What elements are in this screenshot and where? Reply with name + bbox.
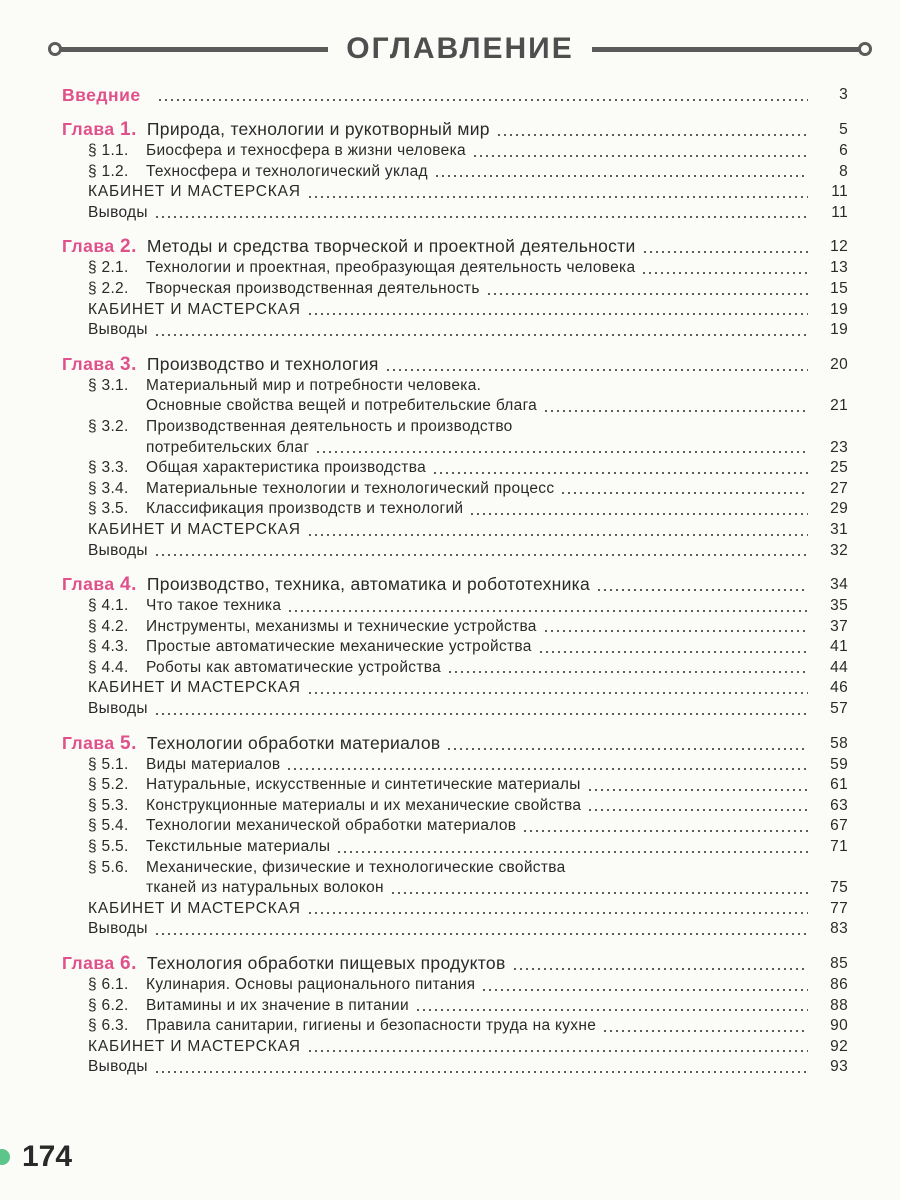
toc-entry-section[interactable] [62, 617, 848, 638]
dot-leader [307, 1049, 808, 1053]
dot-leader [336, 850, 808, 854]
dot-leader [154, 712, 808, 716]
chapter-word: Глава [62, 236, 115, 257]
entry-title [62, 417, 513, 438]
page-ref: 35 [830, 597, 848, 615]
section-title: Общая характеристика производства [146, 459, 426, 477]
entry-title [62, 162, 428, 183]
rule-end-circle-icon [48, 42, 62, 56]
page-ref: 29 [830, 500, 848, 518]
dot-leader [307, 911, 808, 915]
page-ref: 63 [830, 796, 848, 814]
dot-leader [385, 368, 808, 372]
section-number: § 6.2. [88, 996, 129, 1014]
dot-leader [496, 133, 808, 137]
dot-leader [154, 553, 808, 557]
dot-leader [154, 333, 808, 337]
toc-entry-section[interactable] [62, 458, 848, 479]
page-ref: 85 [830, 955, 848, 972]
page-ref: 13 [830, 259, 848, 277]
cabinet-label: КАБИНЕТ И МАСТЕРСКАЯ [88, 300, 301, 318]
entry-title [62, 499, 463, 520]
chapter-label [62, 236, 137, 256]
chapter-number: 6. [120, 953, 137, 974]
section-number: § 2.1. [88, 259, 129, 277]
section-number: § 2.2. [88, 279, 129, 297]
dot-leader [602, 1029, 808, 1033]
dot-leader [315, 450, 808, 454]
toc-entry-section[interactable] [62, 858, 848, 879]
chapter-label [62, 354, 137, 374]
dot-leader [154, 1070, 808, 1074]
page-ref: 19 [830, 300, 848, 318]
page-ref: 57 [830, 700, 848, 718]
section-title: Инструменты, механизмы и технические устройства [146, 617, 537, 635]
page-title: ОГЛАВЛЕНИЕ [346, 32, 574, 65]
toc-entry-cabinet[interactable] [62, 678, 848, 699]
section-title: Простые автоматические механические устройства [146, 638, 532, 656]
section-number: § 5.5. [88, 838, 129, 856]
section-number: § 5.6. [88, 858, 129, 876]
page-ref: 93 [830, 1058, 848, 1076]
conclusions-label: Выводы [88, 541, 148, 559]
toc-entry-section[interactable] [62, 996, 848, 1017]
title-band [52, 30, 868, 68]
dot-leader [642, 250, 808, 254]
spacer [62, 106, 848, 118]
page-ref: 37 [830, 617, 848, 635]
dot-leader [154, 932, 808, 936]
rule-end-circle-icon [858, 42, 872, 56]
dot-leader [157, 98, 808, 102]
spacer [62, 341, 848, 353]
conclusions-label: Выводы [88, 1058, 148, 1076]
chapter-word: Глава [62, 732, 115, 753]
chapter-number: 3. [120, 353, 137, 375]
toc-entry-chapter[interactable] [62, 573, 848, 596]
section-number: § 1.1. [88, 142, 129, 159]
page-ref: 86 [830, 976, 848, 993]
section-number: § 5.3. [88, 796, 129, 814]
section-title: Правила санитарии, гигиены и безопасности труда на кухне [146, 1017, 597, 1035]
section-title: Что такое техника [146, 597, 282, 615]
dot-leader [543, 409, 808, 413]
section-title-continued[interactable] [62, 396, 848, 417]
entry-title [62, 617, 537, 638]
entry-title [62, 1016, 596, 1037]
entry-title [62, 732, 440, 755]
page-ref: 32 [830, 541, 848, 559]
section-number: § 4.3. [88, 638, 129, 656]
toc-entry-section[interactable] [62, 1016, 848, 1037]
title-rule-left [52, 47, 328, 52]
chapter-title: Технологии обработки материалов [146, 732, 441, 753]
cabinet-label: КАБИНЕТ И МАСТЕРСКАЯ [88, 1037, 301, 1055]
section-title: Творческая производственная деятельность [146, 279, 480, 297]
toc-entry-section[interactable] [62, 596, 848, 617]
dot-leader [512, 967, 808, 971]
entry-title [62, 84, 151, 106]
section-number: § 1.2. [88, 162, 129, 180]
toc-entry-conclusions[interactable] [62, 1057, 848, 1078]
dot-leader [154, 215, 808, 219]
conclusions-label: Выводы [88, 203, 148, 221]
page-ref: 3 [839, 86, 848, 103]
dot-leader [481, 988, 808, 992]
toc-entry-section[interactable] [62, 658, 848, 679]
toc-entry-conclusions[interactable] [62, 541, 848, 562]
page-ref: 23 [830, 438, 848, 456]
section-title: Биосфера и техносфера в жизни человека [146, 142, 466, 159]
spacer [62, 561, 848, 573]
toc-entry-conclusions[interactable] [62, 919, 848, 940]
dot-leader [641, 271, 808, 275]
chapter-title: Природа, технологии и рукотворный мир [146, 119, 490, 139]
toc-entry-cabinet[interactable] [62, 899, 848, 920]
entry-title [62, 118, 490, 141]
page-ref: 58 [830, 734, 848, 752]
entry-title [62, 952, 506, 975]
dot-leader [472, 154, 808, 158]
section-title: Конструкционные материалы и их механические свойства [146, 796, 582, 814]
page-marker-icon [0, 1149, 10, 1165]
page-ref: 61 [830, 776, 848, 794]
section-title: Натуральные, искусственные и синтетические материалы [146, 776, 581, 794]
toc-entry-conclusions[interactable] [62, 320, 848, 341]
dot-leader [434, 174, 808, 178]
entry-title [62, 596, 281, 617]
section-title: Роботы как автоматические устройства [146, 658, 442, 676]
cabinet-label: КАБИНЕТ И МАСТЕРСКАЯ [88, 183, 301, 201]
section-number: § 3.3. [88, 459, 129, 477]
section-number: § 4.1. [88, 597, 129, 615]
section-number: § 3.4. [88, 479, 129, 497]
page-ref: 88 [830, 996, 848, 1014]
entry-title [62, 837, 330, 858]
section-number: § 6.1. [88, 976, 129, 993]
dot-leader [538, 650, 808, 654]
entry-title [62, 141, 466, 162]
section-title: потребительских благ [146, 438, 310, 456]
toc-entry-cabinet[interactable] [62, 1037, 848, 1058]
chapter-label [62, 574, 137, 594]
entry-title [62, 458, 426, 479]
chapter-title: Методы и средства творческой и проектной деятельности [146, 236, 636, 257]
entry-title [62, 658, 441, 679]
entry-title [62, 858, 566, 879]
chapter-word: Глава [62, 574, 115, 595]
dot-leader [287, 609, 808, 613]
toc-entry-section[interactable] [62, 775, 848, 796]
toc-entry-section[interactable] [62, 279, 848, 300]
chapter-title: Производство, техника, автоматика и робототехника [146, 574, 591, 595]
conclusions-label: Выводы [88, 321, 148, 339]
section-title: Технологии и проектная, преобразующая деятельность человека [146, 259, 636, 277]
toc-entry-section[interactable] [62, 837, 848, 858]
toc-entry-cabinet[interactable] [62, 300, 848, 321]
title-rule-right [592, 47, 868, 52]
section-title: Виды материалов [146, 755, 281, 773]
toc-entry-section[interactable] [62, 975, 848, 996]
page-ref: 20 [830, 355, 848, 373]
dot-leader [596, 588, 808, 592]
toc-entry-chapter[interactable] [62, 353, 848, 376]
entry-title [62, 796, 581, 817]
section-number: § 5.4. [88, 817, 129, 835]
page-ref: 77 [830, 899, 848, 917]
toc-entry-section[interactable] [62, 637, 848, 658]
section-number: § 5.2. [88, 776, 129, 794]
entry-title [62, 353, 379, 376]
table-of-contents [62, 84, 848, 1078]
page-ref: 59 [830, 755, 848, 773]
toc-entry-intro[interactable] [62, 84, 848, 106]
toc-entry-section[interactable] [62, 258, 848, 279]
entry-title [62, 975, 475, 996]
spacer [62, 720, 848, 732]
cabinet-label: КАБИНЕТ И МАСТЕРСКАЯ [88, 679, 301, 697]
section-number: § 3.5. [88, 500, 129, 518]
entry-title [62, 479, 554, 500]
section-title: Механические, физические и технологические свойства [146, 858, 566, 876]
page-ref: 5 [839, 121, 848, 138]
toc-entry-section[interactable] [62, 816, 848, 837]
section-title: тканей из натуральных волокон [146, 879, 384, 897]
spacer [62, 940, 848, 952]
toc-entry-chapter[interactable] [62, 952, 848, 975]
entry-title [62, 376, 481, 397]
page-ref: 11 [831, 183, 848, 201]
page-ref: 90 [830, 1017, 848, 1035]
toc-entry-section[interactable] [62, 499, 848, 520]
page-ref: 71 [830, 838, 848, 856]
page-ref: 31 [830, 520, 848, 538]
section-title: Текстильные материалы [146, 838, 331, 856]
page-ref: 92 [830, 1037, 848, 1055]
page-ref: 67 [830, 817, 848, 835]
section-number: § 3.2. [88, 417, 129, 435]
chapter-label [62, 733, 137, 753]
entry-title [62, 235, 636, 258]
section-title-continued[interactable] [62, 438, 848, 459]
dot-leader [307, 195, 808, 199]
section-title: Классификация производств и технологий [146, 500, 464, 518]
entry-title [62, 573, 590, 596]
toc-entry-section[interactable] [62, 141, 848, 162]
page-ref: 46 [830, 679, 848, 697]
dot-leader [560, 491, 808, 495]
dot-leader [390, 891, 808, 895]
page-ref: 34 [830, 576, 848, 594]
section-title: Основные свойства вещей и потребительские блага [146, 397, 538, 415]
page-ref: 8 [839, 162, 848, 180]
section-title: Технологии механической обработки материалов [146, 817, 517, 835]
toc-entry-chapter[interactable] [62, 732, 848, 755]
toc-entry-section[interactable] [62, 376, 848, 397]
dot-leader [486, 292, 808, 296]
dot-leader [447, 670, 808, 674]
toc-entry-conclusions[interactable] [62, 699, 848, 720]
chapter-word: Глава [62, 953, 115, 973]
entry-title [62, 775, 581, 796]
dot-leader [415, 1008, 808, 1012]
section-title: Кулинария. Основы рационального питания [146, 976, 476, 993]
dot-leader [307, 312, 808, 316]
toc-entry-section[interactable] [62, 417, 848, 438]
toc-entry-chapter[interactable] [62, 235, 848, 258]
cabinet-label: КАБИНЕТ И МАСТЕРСКАЯ [88, 899, 301, 917]
chapter-number: 2. [120, 236, 137, 258]
section-number: § 6.3. [88, 1017, 129, 1035]
page-ref: 11 [831, 203, 848, 221]
page-ref: 25 [830, 459, 848, 477]
chapter-label [62, 953, 137, 973]
cabinet-label: КАБИНЕТ И МАСТЕРСКАЯ [88, 520, 301, 538]
page-ref: 27 [830, 479, 848, 497]
page-ref: 44 [830, 658, 848, 676]
entry-title [62, 258, 635, 279]
toc-entry-section[interactable] [62, 796, 848, 817]
dot-leader [432, 471, 808, 475]
section-title: Материальные технологии и технологический процесс [146, 479, 555, 497]
chapter-title: Производство и технология [146, 353, 379, 374]
toc-entry-section[interactable] [62, 479, 848, 500]
toc-entry-conclusions[interactable] [62, 203, 848, 224]
section-title: Техносфера и технологический уклад [146, 162, 428, 180]
page-ref: 19 [830, 321, 848, 339]
page-number: 174 [22, 1140, 73, 1173]
dot-leader [522, 829, 808, 833]
dot-leader [587, 788, 808, 792]
section-title: Материальный мир и потребности человека. [146, 376, 482, 394]
page-ref: 83 [830, 920, 848, 938]
chapter-title: Технология обработки пищевых продуктов [146, 953, 506, 973]
section-title: Производственная деятельность и производство [146, 417, 513, 435]
toc-entry-section[interactable] [62, 755, 848, 776]
page-ref: 41 [830, 638, 848, 656]
chapter-number: 5. [120, 732, 137, 754]
intro-label: Введние [62, 85, 141, 105]
conclusions-label: Выводы [88, 920, 148, 938]
section-number: § 4.4. [88, 658, 129, 676]
toc-entry-section[interactable] [62, 162, 848, 183]
dot-leader [307, 533, 808, 537]
chapter-word: Глава [62, 119, 115, 139]
toc-entry-cabinet[interactable] [62, 182, 848, 203]
dot-leader [286, 767, 808, 771]
entry-title [62, 279, 480, 300]
entry-title [62, 755, 280, 776]
section-title: Витамины и их значение в питании [146, 996, 409, 1014]
toc-entry-chapter[interactable] [62, 118, 848, 141]
chapter-word: Глава [62, 353, 115, 374]
entry-title [62, 816, 516, 837]
spacer [62, 223, 848, 235]
chapter-number: 1. [120, 119, 137, 140]
chapter-number: 4. [120, 574, 137, 596]
page-ref: 15 [830, 279, 848, 297]
section-title-continued[interactable] [62, 878, 848, 899]
entry-title [62, 637, 532, 658]
section-number: § 4.2. [88, 617, 129, 635]
dot-leader [587, 808, 808, 812]
dot-leader [469, 512, 808, 516]
dot-leader [543, 629, 808, 633]
section-number: § 5.1. [88, 755, 129, 773]
toc-entry-cabinet[interactable] [62, 520, 848, 541]
entry-title [62, 996, 409, 1017]
chapter-label [62, 119, 137, 139]
page-ref: 6 [839, 142, 848, 159]
conclusions-label: Выводы [88, 700, 148, 718]
page-ref: 75 [830, 879, 848, 897]
section-number: § 3.1. [88, 376, 129, 394]
dot-leader [307, 691, 808, 695]
page-ref: 12 [830, 238, 848, 256]
dot-leader [446, 747, 808, 751]
page-ref: 21 [830, 397, 848, 415]
